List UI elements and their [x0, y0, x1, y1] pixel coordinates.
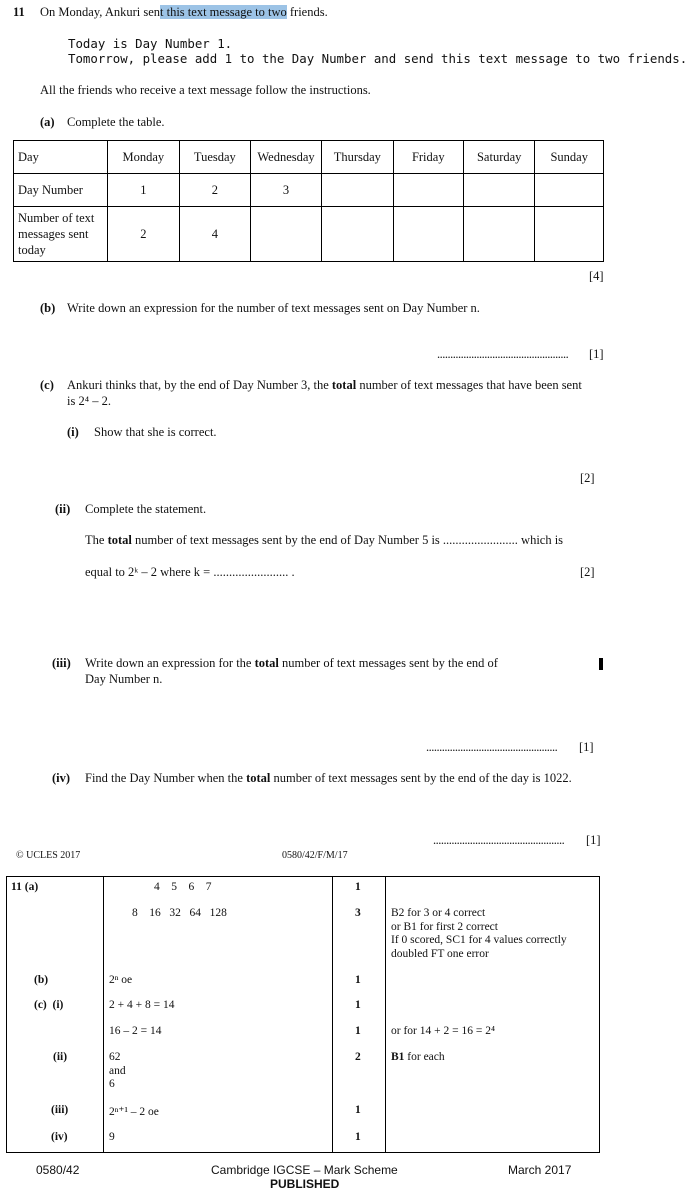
statement-text-1: The — [85, 533, 105, 547]
ms-mark: 1 — [355, 1025, 361, 1037]
ms-mark: 1 — [355, 1131, 361, 1143]
table-cell-empty[interactable] — [535, 174, 604, 207]
ms-mark: 1 — [355, 881, 361, 893]
part-cii-label: (ii) — [55, 502, 71, 516]
day-table — [13, 140, 604, 262]
mark-civ: [1] — [586, 833, 601, 847]
ms-note-line: or for 14 + 2 = 16 = 2⁴ — [391, 1025, 495, 1037]
ms-answer-line: 6 — [109, 1078, 115, 1090]
ms-answer: 2 + 4 + 8 = 14 — [109, 999, 175, 1011]
part-c-bold: total — [331, 378, 357, 392]
part-a-text: Complete the table. — [67, 115, 165, 129]
ms-answer: 2ⁿ oe — [109, 974, 133, 986]
table-header-cell: Friday — [393, 141, 463, 174]
ms-notes — [391, 907, 567, 961]
mark-cii: [2] — [580, 565, 595, 579]
answer-line-b[interactable]: .................................................. — [437, 347, 569, 361]
ms-note-line: doubled FT one error — [391, 947, 489, 960]
mark-ci: [2] — [580, 471, 595, 485]
intro-text-highlight[interactable]: t this text message to two — [160, 5, 287, 19]
part-ci-label: (i) — [67, 425, 79, 439]
table-cell-empty[interactable] — [393, 207, 463, 262]
part-ciii-text-2: number of text messages sent by the end of — [282, 656, 498, 670]
ms-mark: 1 — [355, 1104, 361, 1116]
row-label-line: today — [18, 243, 46, 257]
message-line-1: Today is Day Number 1. — [68, 36, 233, 51]
part-ciii-bold: total — [254, 656, 279, 670]
ms-question-label: (iv) — [51, 1131, 68, 1143]
table-header-row — [14, 141, 604, 174]
part-b-label: (b) — [40, 301, 56, 315]
ms-note-line: B2 for 3 or 4 correct — [391, 907, 486, 919]
footer-title: Cambridge IGCSE – Mark Scheme — [211, 1163, 398, 1177]
statement-line-1 — [85, 533, 563, 548]
part-civ-text-2: number of text messages sent by the end of the day is 1022. — [273, 771, 572, 785]
part-c-line-2: is 2⁴ – 2. — [67, 394, 111, 408]
part-c-text — [67, 378, 582, 393]
table-row-label — [14, 207, 108, 262]
ms-answer: 8 16 32 64 128 — [132, 907, 227, 919]
statement-line-2: equal to 2ᵏ – 2 where k = ........................ . — [85, 565, 295, 579]
row-label-line: messages sent — [18, 227, 89, 241]
table-header-cell: Thursday — [321, 141, 393, 174]
table-row-messages-sent — [14, 207, 604, 262]
part-cii-text: Complete the statement. — [85, 502, 207, 516]
part-c-text-2: number of text messages that have been sent — [359, 378, 582, 392]
statement-bold: total — [107, 533, 132, 547]
table-header-cell: Saturday — [463, 141, 535, 174]
part-c-label: (c) — [40, 378, 54, 392]
part-civ-label: (iv) — [52, 771, 71, 785]
ms-mark: 1 — [355, 999, 361, 1011]
ms-note-line: or B1 for first 2 correct — [391, 920, 498, 933]
ms-mark: 2 — [355, 1051, 361, 1063]
ms-question-label: (iii) — [51, 1104, 69, 1116]
part-ciii-text-1: Write down an expression for the — [85, 656, 252, 670]
table-header-cell: Day — [14, 141, 108, 174]
row-label-line: Number of text — [18, 211, 95, 225]
ms-note-line: B1 for each — [391, 1051, 445, 1063]
answer-line-ciii[interactable]: .................................................. — [426, 740, 558, 754]
table-header-cell: Tuesday — [179, 141, 251, 174]
footer-date: March 2017 — [508, 1163, 572, 1177]
part-ciii-line-2: Day Number n. — [85, 672, 163, 686]
ms-mark: 1 — [355, 974, 361, 986]
question-intro — [40, 5, 328, 20]
ms-answer: 4 5 6 7 — [154, 881, 212, 893]
part-civ-text-1: Find the Day Number when the — [85, 771, 243, 785]
table-header-cell: Wednesday — [251, 141, 322, 174]
part-civ-bold: total — [246, 771, 271, 785]
table-cell-empty[interactable] — [321, 207, 393, 262]
ms-mark: 3 — [355, 907, 361, 919]
intro-text-start: On Monday, Ankuri sen — [40, 5, 161, 19]
ms-answer: 9 — [109, 1131, 115, 1143]
part-ciii-text — [85, 656, 498, 671]
ms-note-line: If 0 scored, SC1 for 4 values correctly — [391, 934, 567, 946]
part-c-text-1: Ankuri thinks that, by the end of Day Number 3, the — [67, 378, 329, 392]
part-ci-text: Show that she is correct. — [94, 425, 217, 439]
intro-text-end: friends. — [286, 5, 328, 19]
table-cell: 2 — [179, 174, 251, 207]
mark-b: [1] — [589, 347, 604, 361]
part-b-text: Write down an expression for the number of text messages sent on Day Number n. — [67, 301, 480, 315]
answer-line-civ[interactable]: .................................................. — [433, 833, 565, 847]
table-cell: 2 — [108, 207, 180, 262]
ms-answer: 2ⁿ⁺¹ – 2 oe — [109, 1106, 159, 1118]
footer-published: PUBLISHED — [270, 1177, 340, 1191]
copyright-footer: © UCLES 2017 — [16, 850, 81, 861]
part-ciii-label: (iii) — [52, 656, 71, 670]
table-row-label: Day Number — [14, 174, 108, 207]
ms-question-label: (c) (i) — [34, 999, 64, 1011]
table-cell-empty[interactable] — [463, 207, 535, 262]
ms-question-label: (ii) — [53, 1051, 68, 1063]
follow-instructions-text: All the friends who receive a text message follow the instructions. — [40, 83, 371, 97]
table-cell: 1 — [108, 174, 180, 207]
column-divider — [103, 876, 104, 1153]
message-line-2: Tomorrow, please add 1 to the Day Number and send this text message to two friends. — [68, 51, 687, 66]
column-divider — [385, 876, 386, 1153]
table-cell-empty[interactable] — [251, 207, 322, 262]
ms-question-label: 11 (a) — [11, 881, 39, 893]
table-header-cell: Monday — [108, 141, 180, 174]
mark-a: [4] — [589, 269, 604, 283]
part-civ-text — [85, 771, 572, 786]
ms-answer: 16 – 2 = 14 — [109, 1025, 162, 1037]
ms-answer — [109, 1051, 126, 1092]
table-cell-empty[interactable] — [321, 174, 393, 207]
table-cell: 4 — [179, 207, 251, 262]
table-cell-empty[interactable] — [393, 174, 463, 207]
ms-answer-line: 62 — [109, 1051, 121, 1063]
table-cell: 3 — [251, 174, 322, 207]
ms-answer-line: and — [109, 1064, 126, 1077]
statement-text-2: number of text messages sent by the end of Day Number 5 is ........................ which is — [135, 533, 564, 547]
margin-mark — [599, 658, 603, 670]
part-a-label: (a) — [40, 115, 55, 129]
paper-code-footer: 0580/42/F/M/17 — [282, 850, 348, 861]
table-row-day-number — [14, 174, 604, 207]
question-number: 11 — [13, 5, 25, 19]
footer-paper-code: 0580/42 — [36, 1163, 80, 1177]
table-cell-empty[interactable] — [535, 207, 604, 262]
mark-ciii: [1] — [579, 740, 594, 754]
table-header-cell: Sunday — [535, 141, 604, 174]
table-cell-empty[interactable] — [463, 174, 535, 207]
column-divider — [332, 876, 333, 1153]
ms-question-label: (b) — [34, 974, 49, 986]
